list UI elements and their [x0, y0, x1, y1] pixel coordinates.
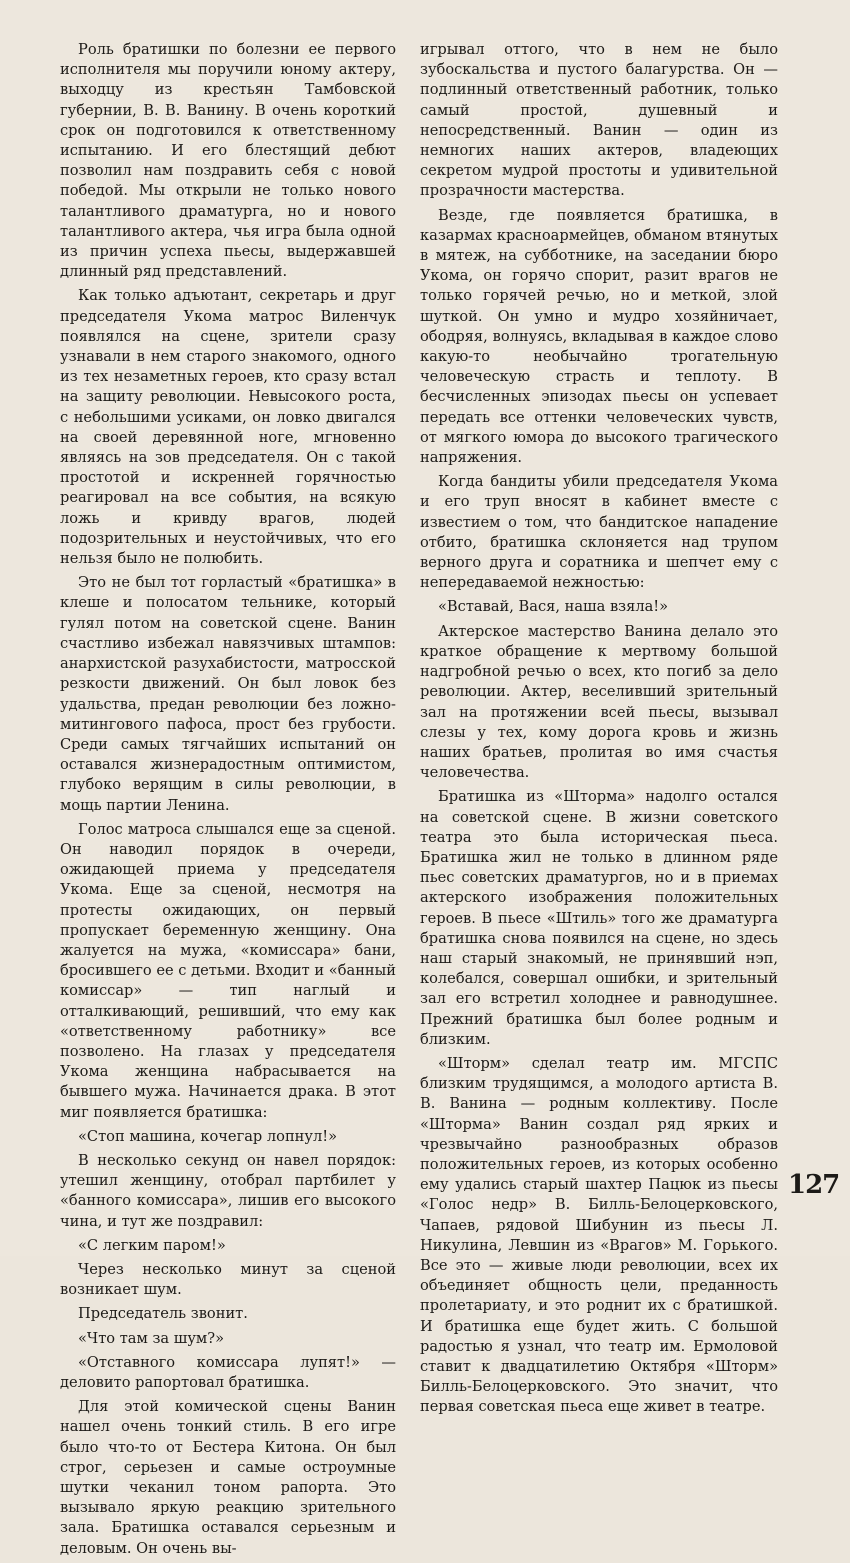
paragraph: Братишка из «Шторма» надолго остался на советской сцене. В жизни советского театра это была историческая пьеса. Братишка жил не только в длинном ряде пьес советских драматургов, но и в приемах актерского изображения положительных героев. В пьесе «Штиль» того же драматурга братишка снова появился на сцене, но здесь наш старый знакомый, не принявший нэп, колебался, совершал ошибки, и зрительный зал его встретил холоднее и равнодушнее. Прежний братишка был более родным и близким.: [420, 788, 778, 1048]
paragraph: Голос матроса слышался еще за сценой. Он наводил порядок в очереди, ожидающей приема у председателя Укома. Еще за сценой, несмотря на протесты ожидающих, он первый пропускает беременную женщину. Она жалуется на мужа, «комиссара» бани, бросившего ее с детьми. Входит и «банный комиссар» — тип наглый и отталкивающий, решивший, что ему как «ответственному работнику» все позволено. На глазах у председателя Укома женщина набрасывается на бывшего мужа. Начинается драка. В этот миг появляется братишка:: [60, 820, 396, 1121]
paragraph: Для этой комической сцены Ванин нашел очень тонкий стиль. В его игре было что-то от Бестера Китона. Он был строг, серьезен и самые остроумные шутки чеканил тоном рапорта. Это вызывало яркую реакцию зрительного зала. Братишка оставался серьезным и деловым. Он очень вы-: [60, 1398, 396, 1557]
quote-line: «Что там за шум?»: [78, 1329, 225, 1347]
paragraph-continued: игрывал оттого, что в нем не было зубоскальства и пустого балагурства. Он — подлинный ответственный работник, только самый простой, душевный и непосредственный. Ванин — один из немногих наших актеров, владеющих секретом мудрой простоты и удивительной прозрачности мастерства.: [420, 41, 778, 200]
paragraph: Председатель звонит.: [78, 1305, 248, 1323]
quote-line: «Стоп машина, кочегар лопнул!»: [78, 1127, 338, 1145]
quote-line: «С легким паром!»: [78, 1236, 226, 1254]
left-text-column: [60, 40, 396, 1563]
paragraph: Роль братишки по болезни ее первого исполнителя мы поручили юному актеру, выходцу из крестьян Тамбовской губернии, В. В. Ванину. В очень короткий срок он подготовился к ответственному испытанию. И его блестящий дебют позволил нам поздравить себя с новой победой. Мы открыли не только нового талантливого драматурга, но и нового талантливого актера, чья игра была одной из причин успеха пьесы, выдержавшей длинный ряд представлений.: [60, 41, 396, 281]
paragraph: «Отставного комиссара лупят!» — деловито рапортовал братишка.: [60, 1353, 396, 1391]
paragraph: Через несколько минут за сценой возникает шум.: [60, 1260, 396, 1299]
paragraph: Везде, где появляется братишка, в казармах красноармейцев, обманом втянутых в мятеж, на субботнике, на заседании бюро Укома, он горячо спорит, разит врагов не только горячей речью, но и меткой, злой шуткой. Он умно и мудро хозяйничает, ободряя, волнуясь, вкладывая в каждое слово какую-то необычайно трогательную человеческую страсть и теплоту. В бесчисленных эпизодах пьесы он успевает передать все оттенки человеческих чувств, от мягкого юмора до высокого трагического напряжения.: [420, 206, 778, 467]
quote-line: «Вставай, Вася, наша взяла!»: [438, 598, 669, 616]
paragraph: «Шторм» сделал театр им. МГСПС близким трудящимся, а молодого артиста В. В. Ванина — родным коллективу. После «Шторма» Ванин создал ряд ярких и чрезвычайно разнообразных образов положительных героев, из которых особенно ему удались старый шахтер Пацюк из пьесы «Голос недр» В. Билль-Белоцерковского, Чапаев, рядовой Шибунин из пьесы Л. Никулина, Левшин из «Врагов» М. Горького. Все это — живые люди революции, всех их объединяет общность цели, преданность пролетариату, и это роднит их с братишкой. И братишка еще будет жить. С большой радостью я узнал, что театр им. Ермоловой ставит к двадцатилетию Октября «Шторм» Билль-Белоцерковского. Это значит, что первая советская пьеса еще живет в театре.: [420, 1054, 778, 1416]
paragraph: В несколько секунд он навел порядок: утешил женщину, отобрал партбилет у «банного комиссара», лишив его высокого чина, и тут же поздравил:: [60, 1151, 396, 1230]
right-text-column: [420, 40, 778, 1422]
paragraph: Это не был тот горластый «братишка» в клеше и полосатом тельнике, который гулял потом на советской сцене. Ванин счастливо избежал навязчивых штампов: анархистской разухабистости, матросской резкости движений. Он был ловок без удальства, предан революции без ложно-митингового пафоса, прост без грубости. Среди самых тягчайших испытаний он оставался жизнерадостным оптимистом, глубоко верящим в силы революции, в мощь партии Ленина.: [60, 574, 396, 814]
page-number: 127: [788, 1170, 840, 1200]
paragraph: Как только адъютант, секретарь и друг председателя Укома матрос Виленчук появлялся на сцене, зрители сразу узнавали в нем старого знакомого, одного из тех незаметных героев, кто сразу встал на защиту революции. Невысокого роста, с небольшими усиками, он ловко двигался на своей деревянной ноге, мгновенно являясь на зов председателя. Он с такой простотой и искренней горячностью реагировал на все события, на всякую ложь и кривду врагов, людей подозрительных и неустойчивых, что его нельзя было не полюбить.: [60, 287, 396, 568]
paragraph: Когда бандиты убили председателя Укома и его труп вносят в кабинет вместе с известием о том, что бандитское нападение отбито, братишка склоняется над трупом верного друга и соратника и шепчет ему с непередаваемой нежностью:: [420, 473, 778, 592]
paragraph: Актерское мастерство Ванина делало это краткое обращение к мертвому большой надгробной речью о всех, кто погиб за дело революции. Актер, веселивший зрительный зал на протяжении всей пьесы, вызывал слезы у тех, кому дорога кровь и жизнь наших братьев, пролитая во имя счастья человечества.: [420, 622, 778, 782]
